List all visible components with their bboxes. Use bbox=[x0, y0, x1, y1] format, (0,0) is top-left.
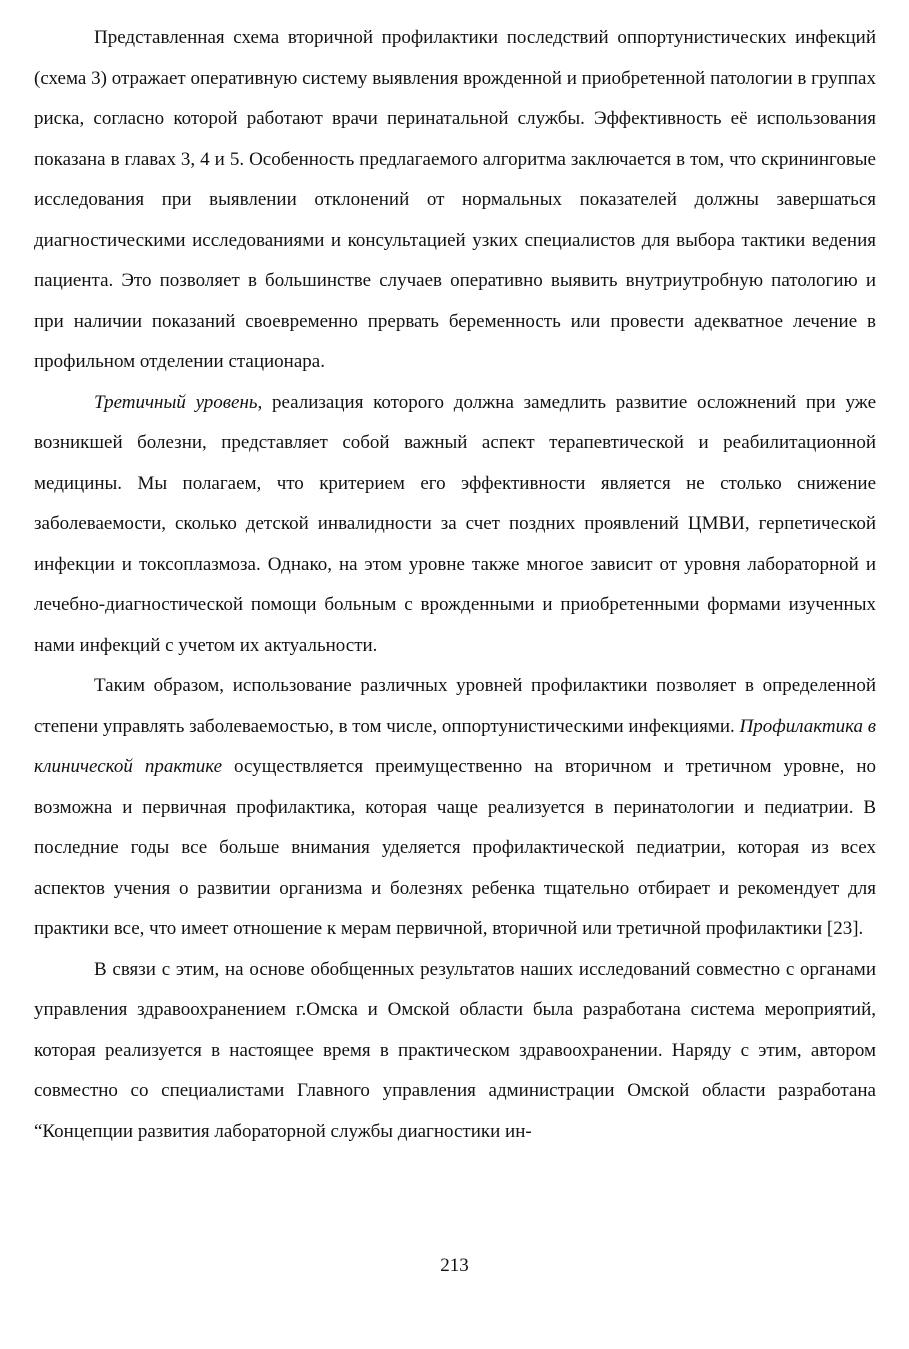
paragraph-omsk-system bbox=[34, 950, 876, 1153]
paragraph-text-after: осуществляется преимущественно на вторичном и третичном уровне, но возможна и первичная профилактика, которая чаще реализуется в перинатологии и педиатрии. В последние годы все больше внимания уделяется профилактической педиатрии, которая из всех аспектов учения о развитии организма и болезнях ребенка тщательно отбирает и рекомендует для практики все, что имеет отношение к мерам первичной, вторичной или третичной профилактики [23]. bbox=[34, 756, 876, 939]
emphasis-clinical-practice: Профилактика в клинической практике bbox=[34, 715, 877, 777]
paragraph-text: Представленная схема вторичной профилактики последствий оппортунистических инфекций (схема 3) отражает оперативную систему выявления врожденной и приобретенной патологии в группах риска, согласно которой работают врачи перинатальной службы. Эффективность её использования показана в главах 3, 4 и 5. Особенность предлагаемого алгоритма заключается в том, что скрининговые исследования при выявлении отклонений от нормальных показателей должны завершаться диагностическими исследованиями и консультацией узких специалистов для выбора тактики ведения пациента. Это позволяет в большинстве случаев оперативно выявить внутриутробную патологию и при наличии показаний своевременно прервать беременность или провести адекватное лечение в профильном отделении стационара. bbox=[34, 27, 876, 372]
paragraph-tertiary-level bbox=[34, 383, 876, 667]
paragraph-prevention-levels bbox=[34, 666, 876, 950]
paragraph-text-before: Таким образом, использование различных уровней профилактики позволяет в определенной степени управлять заболеваемостью, в том числе, оппортунистическими инфекциями. bbox=[34, 675, 876, 737]
emphasis-tertiary-level: Третичный уровень bbox=[94, 391, 258, 413]
paragraph-text: В связи с этим, на основе обобщенных результатов наших исследований совместно с органами управления здравоохранением г.Омска и Омской области была разработана система мероприятий, которая реализуется в настоящее время в практическом здравоохранении. Наряду с этим, автором совместно со специалистами Главного управления администрации Омской области разработана “Концепции развития лабораторной службы диагностики ин- bbox=[34, 958, 876, 1142]
paragraph-secondary-prevention bbox=[34, 18, 876, 383]
document-page bbox=[34, 18, 876, 1152]
paragraph-text: , реализация которого должна замедлить развитие осложнений при уже возникшей болезни, представляет собой важный аспект терапевтической и реабилитационной медицины. Мы полагаем, что критерием его эффективности является не столько снижение заболеваемости, сколько детской инвалидности за счет поздних проявлений ЦМВИ, герпетической инфекции и токсоплазмоза. Однако, на этом уровне также многое зависит от уровня лабораторной и лечебно-диагностической помощи больным с врожденными и приобретенными формами изученных нами инфекций с учетом их актуальности. bbox=[34, 391, 876, 656]
page-number: 213 bbox=[440, 1255, 469, 1276]
